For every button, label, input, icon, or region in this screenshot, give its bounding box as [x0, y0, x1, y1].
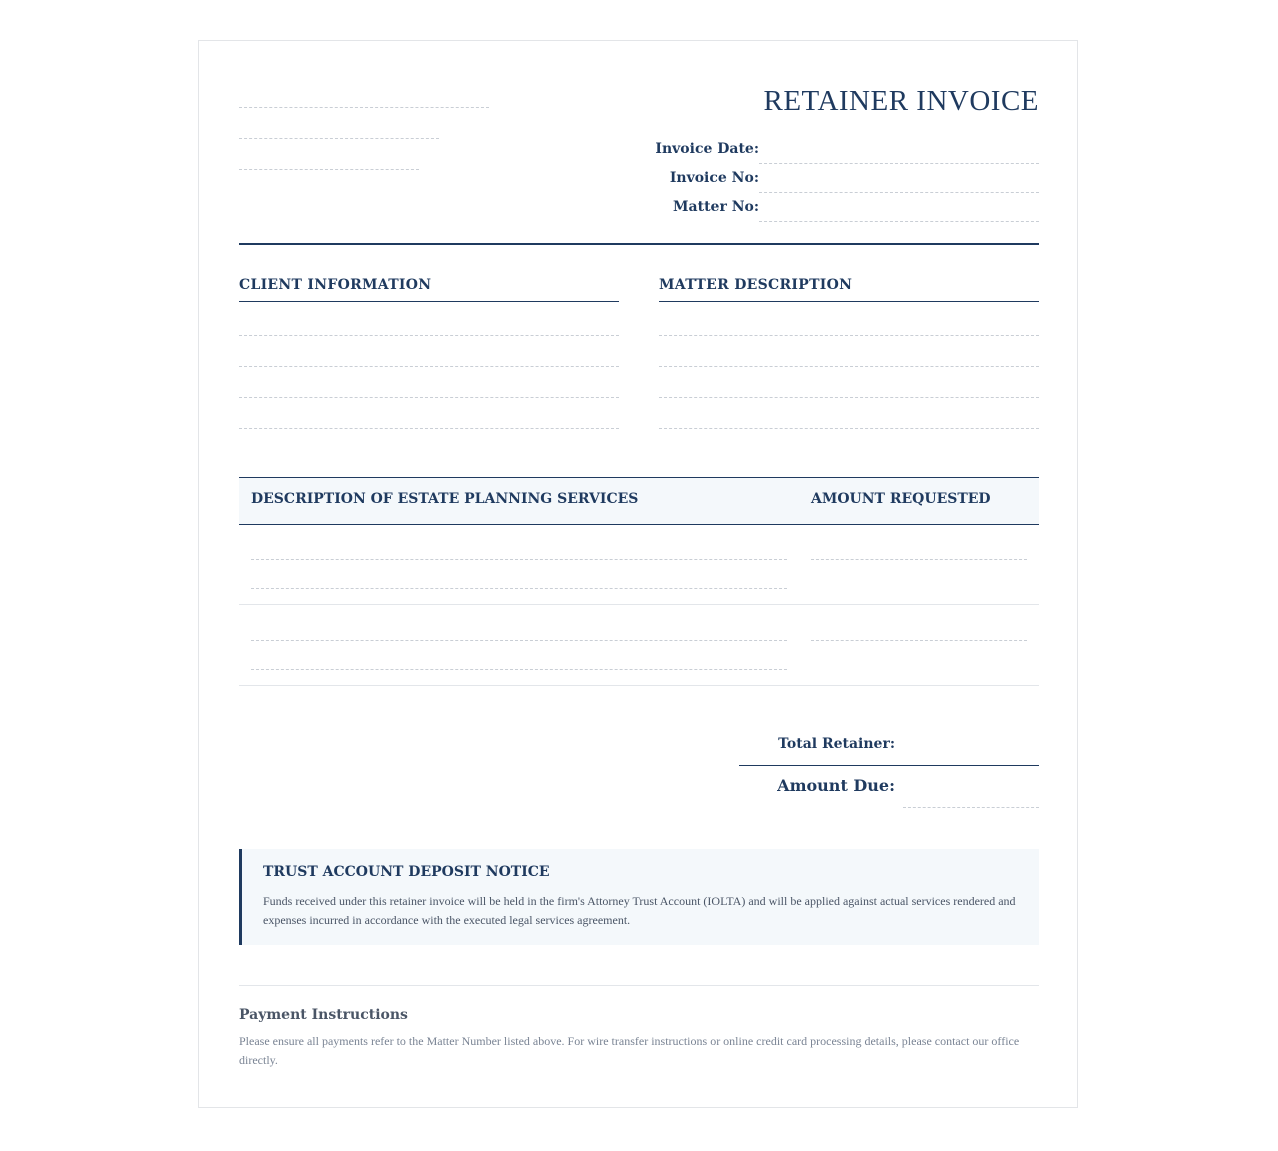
- trust-notice-title: TRUST ACCOUNT DEPOSIT NOTICE: [263, 864, 550, 880]
- client-line-4[interactable]: [239, 428, 619, 429]
- service-description-field[interactable]: [251, 640, 787, 641]
- row-divider: [239, 685, 1039, 686]
- client-line-3[interactable]: [239, 397, 619, 398]
- firm-address-line[interactable]: [239, 138, 439, 139]
- client-line-2[interactable]: [239, 366, 619, 367]
- totals-divider: [739, 765, 1039, 766]
- firm-contact-line[interactable]: [239, 169, 419, 170]
- matter-line-1[interactable]: [659, 335, 1039, 336]
- invoice-date-field[interactable]: [759, 163, 1039, 164]
- trust-notice-box: [239, 849, 1039, 945]
- invoice-sheet: [198, 40, 1078, 1108]
- col-description-header: DESCRIPTION OF ESTATE PLANNING SERVICES: [251, 491, 639, 507]
- col-amount-header: AMOUNT REQUESTED: [811, 491, 991, 507]
- invoice-title: RETAINER INVOICE: [763, 85, 1039, 117]
- payment-instructions-body: Please ensure all payments refer to the Matter Number listed above. For wire transfer instructions or online credit card processing details, please contact our office directly.: [239, 1034, 1020, 1067]
- service-amount-field[interactable]: [811, 640, 1027, 641]
- footer-divider: [239, 985, 1039, 986]
- matter-line-2[interactable]: [659, 366, 1039, 367]
- service-description-field[interactable]: [251, 588, 787, 589]
- client-information-heading: CLIENT INFORMATION: [239, 277, 619, 302]
- matter-no-field[interactable]: [759, 221, 1039, 222]
- service-description-field[interactable]: [251, 669, 787, 670]
- matter-line-3[interactable]: [659, 397, 1039, 398]
- total-retainer-label: Total Retainer:: [778, 736, 895, 752]
- client-line-1[interactable]: [239, 335, 619, 336]
- invoice-no-label: Invoice No:: [669, 170, 759, 186]
- row-divider: [239, 604, 1039, 605]
- header-divider: [239, 243, 1039, 245]
- matter-line-4[interactable]: [659, 428, 1039, 429]
- services-table-header: [239, 477, 1039, 525]
- amount-due-field[interactable]: [903, 807, 1039, 808]
- matter-description-heading: MATTER DESCRIPTION: [659, 277, 1039, 302]
- invoice-date-label: Invoice Date:: [655, 141, 759, 157]
- service-amount-field[interactable]: [811, 559, 1027, 560]
- invoice-content: [239, 41, 1039, 1107]
- trust-notice-body: Funds received under this retainer invoice will be held in the firm's Attorney Trust Account (IOLTA) and will be applied against actual services rendered and expenses incurred in accordance with the executed legal services agreement.: [263, 894, 1016, 927]
- invoice-no-field[interactable]: [759, 192, 1039, 193]
- amount-due-label: Amount Due:: [777, 776, 895, 795]
- service-description-field[interactable]: [251, 559, 787, 560]
- payment-instructions-title: Payment Instructions: [239, 1007, 408, 1023]
- matter-no-label: Matter No:: [673, 199, 759, 215]
- firm-name-line[interactable]: [239, 107, 489, 108]
